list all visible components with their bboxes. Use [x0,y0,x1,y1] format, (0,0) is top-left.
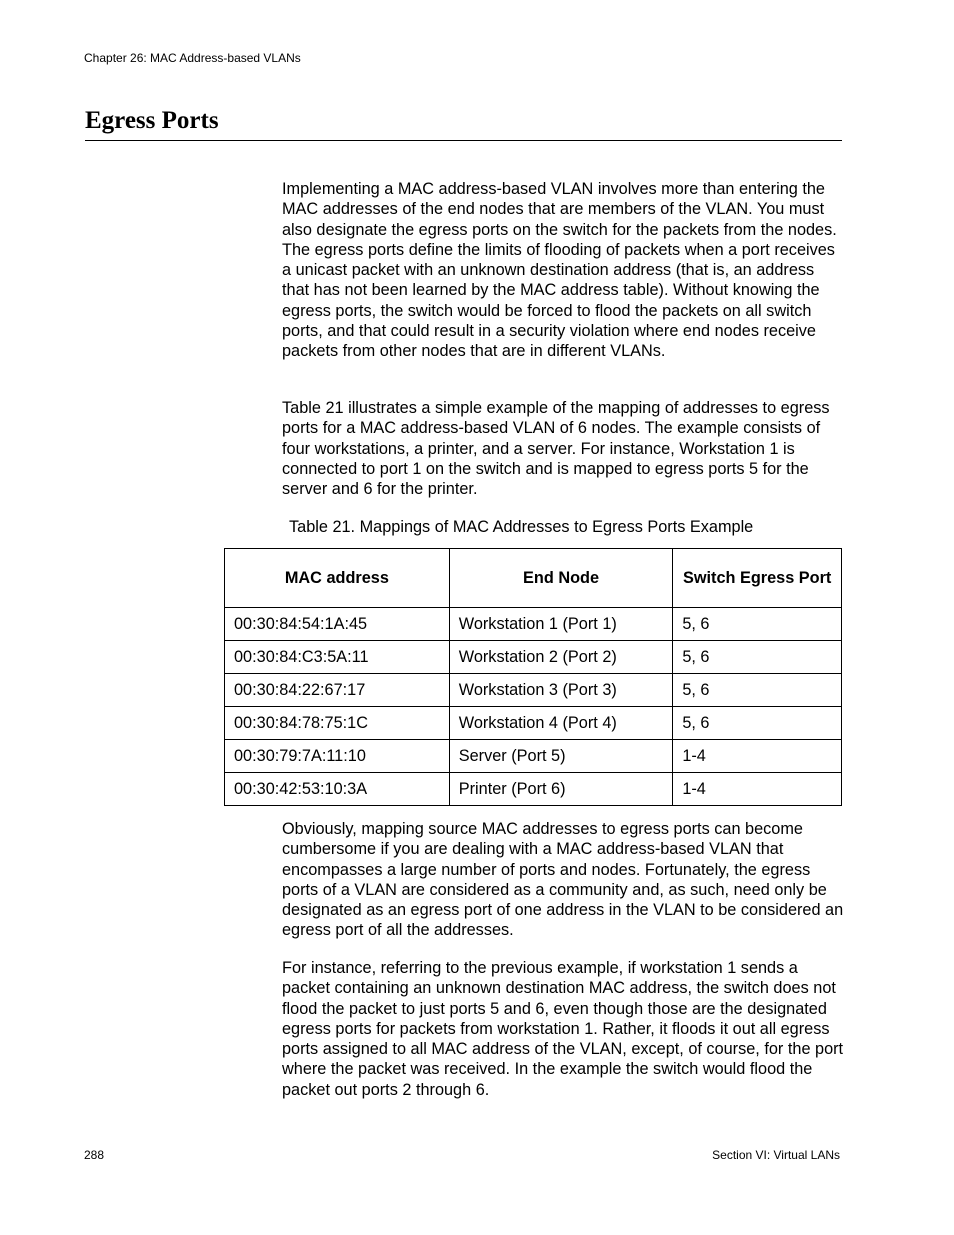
mac-address-cell: 00:30:84:54:1A:45 [225,608,450,641]
running-footer: Section VI: Virtual LANs [712,1148,840,1162]
body-paragraph: Obviously, mapping source MAC addresses to egress ports can become cumbersome if you are dealing with a MAC address-based VLAN that encompasses a large number of ports and nodes. Fortunately, the egress ports of a VLAN are considered as a community and, as such, need only be designated as an egress port of one address in the VLAN to be considered an egress port of all the addresses. [282,820,844,940]
body-paragraph: Table 21 illustrates a simple example of the mapping of addresses to egress ports for a MAC address-based VLAN of 6 nodes. The example consists of four workstations, a printer, and a server. For instance, Workstation 1 is connected to port 1 on the switch and is mapped to egress ports 5 for the server and 6 for the printer. [282,399,830,499]
table-caption: Table 21. Mappings of MAC Addresses to Egress Ports Example [289,518,754,536]
end-node-cell: Printer (Port 6) [449,773,673,806]
running-header: Chapter 26: MAC Address-based VLANs [84,51,301,65]
end-node-cell: Workstation 2 (Port 2) [449,641,673,674]
mac-address-cell: 00:30:79:7A:11:10 [225,740,450,773]
egress-port-cell: 5, 6 [673,641,842,674]
column-header-switch-egress-port: Switch Egress Port [673,549,842,608]
egress-port-cell: 1-4 [673,773,842,806]
table-row [225,608,842,641]
table-row [225,707,842,740]
table-row [225,674,842,707]
table-header-row [225,549,842,608]
end-node-cell: Workstation 4 (Port 4) [449,707,673,740]
section-title: Egress Ports [85,107,219,134]
table-row [225,740,842,773]
title-rule [85,140,842,141]
mac-address-cell: 00:30:84:C3:5A:11 [225,641,450,674]
end-node-cell: Workstation 1 (Port 1) [449,608,673,641]
end-node-cell: Workstation 3 (Port 3) [449,674,673,707]
egress-port-cell: 5, 6 [673,608,842,641]
page-number: 288 [84,1148,105,1162]
egress-port-cell: 1-4 [673,740,842,773]
body-paragraph: Implementing a MAC address-based VLAN involves more than entering the MAC addresses of the end nodes that are members of the VLAN. You must also designate the egress ports on the switch for the packets from the nodes. The egress ports define the limits of flooding of packets when a port receives a unicast packet with an unknown destination address (that is, an address that has not been learned by the MAC address table). Without knowing the egress ports, the switch would be forced to flood the packets on all switch ports, and that could result in a security violation where end nodes receive packets from other nodes that are in different VLANs. [282,180,837,361]
mac-address-cell: 00:30:84:22:67:17 [225,674,450,707]
column-header-end-node: End Node [449,549,673,608]
egress-port-cell: 5, 6 [673,707,842,740]
mac-address-cell: 00:30:84:78:75:1C [225,707,450,740]
mac-address-cell: 00:30:42:53:10:3A [225,773,450,806]
egress-port-cell: 5, 6 [673,674,842,707]
column-header-mac-address: MAC address [225,549,450,608]
table-row [225,773,842,806]
mac-egress-table [224,548,842,806]
end-node-cell: Server (Port 5) [449,740,673,773]
table-row [225,641,842,674]
body-paragraph: For instance, referring to the previous example, if workstation 1 sends a packet containing an unknown destination MAC address, the switch does not flood the packet to just ports 5 and 6, even though those are the designated egress ports for packets from workstation 1. Rather, it floods it out all egress ports assigned to all MAC address of the VLAN, except, of course, for the port where the packet was received. In the example the switch would flood the packet out ports 2 through 6. [282,959,844,1099]
